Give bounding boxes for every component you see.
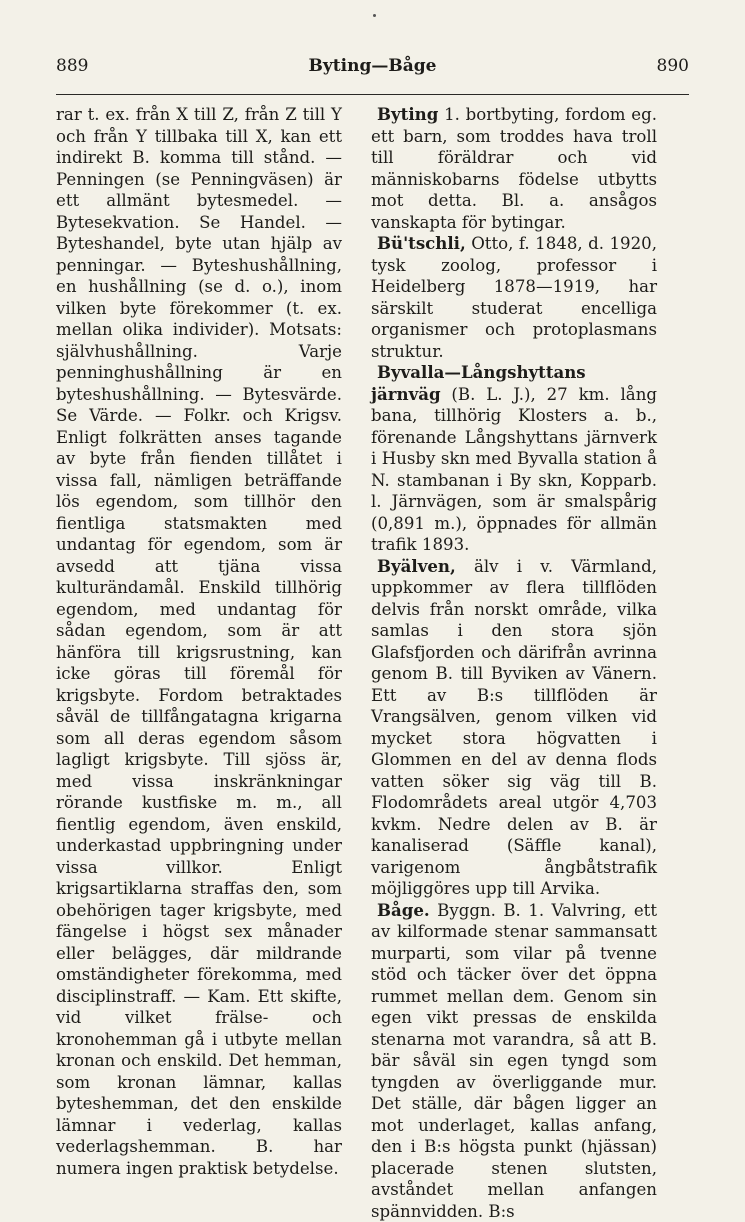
left-column — [56, 104, 342, 1179]
entry-byalven — [371, 556, 657, 900]
entry-byvalla-langshyttans — [371, 362, 657, 556]
entry-headword: Båge. — [377, 900, 430, 920]
left-column-text: rar t. ex. från X till Z, från Z till Y och från Y tillbaka till X, kan ett indirekt B. komma till stånd. — Penningen (se Penningväsen) är ett allmänt bytesmedel. — Bytesekvation. Se Handel. — Byteshandel, byte utan hjälp av penningar. — Byteshushållning, en hushållning (se d. o.), inom vilken byte förekommer (t. ex. mellan olika individer). Motsats: självhushållning. Varje penninghushållning är en byteshushållning. — Bytesvärde. Se Värde. — Folkr. och Krigsv. Enligt folkrätten anses tagande av byte från fienden tillåtet i vissa fall, nämligen beträffande lös egendom, som tillhör den fientliga statsmakten med undantag för egendom, som är avsedd att tjäna vissa kulturändamål. Enskild tillhörig egendom, med undantag för sådan egendom, som är att hänföra till krigsrustning, kan icke göras till föremål för krigsbyte. Fordom betraktades såväl de tillfångatagna krigarna som all deras egendom såsom lagligt krigsbyte. Till sjöss är, med vissa inskränkningar rörande kustfiske m. m., all fientlig egendom, även enskild, underkastad uppbringning under vissa villkor. Enligt krigsartiklarna straffas den, som obehörigen tager krigsbyte, med fängelse i högst sex månader eller belägges, där mildrande omständigheter förekomma, med disciplinstraff. — Kam. Ett skifte, vid vilket frälse- och kronohemman gå i utbyte mellan kronan och enskild. Det hemman, som kronan lämnar, kallas byteshemman, det den enskilde lämnar i vederlag, kallas vederlagshemman. B. har numera ingen praktisk betydelse. — [56, 104, 342, 1179]
entry-bage — [371, 900, 657, 1222]
entry-text: Otto, f. 1848, d. 1920, tysk zoolog, professor i Heidelberg 1878—1919, har särskilt studerat encelliga organismer och protoplasmans struktur. — [371, 234, 657, 361]
entry-headword: Bü'tschli, — [377, 233, 466, 253]
entry-headword: Byting — [377, 104, 438, 124]
entry-text: Byggn. B. 1. Valvring, ett av kilformade stenar sammansatt murparti, som vilar på tvenne stöd och täcker över det öppna rummet mellan dem. Genom sin egen vikt pressas de enskilda stenarna mot varandra, så att B. bär såväl sin egen tyngd som tyngden av överliggande mur. Det ställe, där bågen ligger an mot underlaget, kallas anfang, den i B:s högsta punkt (hjässan) placerade stenen slutsten, avståndet mellan anfangen spännvidden. B:s — [371, 901, 657, 1221]
entry-headword: Byälven, — [377, 556, 456, 576]
left-page-number: 889 — [56, 56, 88, 76]
entry-headword: Byvalla—Långshyttans järnväg — [371, 362, 586, 404]
entry-byting — [371, 104, 657, 233]
right-page-number: 890 — [657, 56, 689, 76]
page-title: Byting—Båge — [56, 56, 689, 76]
print-speck — [373, 14, 376, 17]
entry-text: älv i v. Värmland, uppkommer av flera tillflöden delvis från norskt område, vilka samlas i den stora sjön Glafsfjorden och därifrån avrinna genom B. till Byviken av Vänern. Ett av B:s tillflöden är Vrangsälven, genom vilken vid mycket stora högvatten i Glommen en del av denna flods vatten söker sig väg till B. Flodområdets areal utgör 4,703 kvkm. Nedre delen av B. är kanaliserad (Säffle kanal), varigenom ångbåtstrafik möjliggöres upp till Arvika. — [371, 557, 657, 899]
entry-butschli — [371, 233, 657, 362]
entry-text: (B. L. J.), 27 km. lång bana, tillhörig Klosters a. b., förenande Långshyttans järnverk i Husby skn med Byvalla station å N. stambanan i By skn, Kopparb. l. Järnvägen, som är smalspårig (0,891 m.), öppnades för allmän trafik 1893. — [371, 385, 657, 555]
right-column — [371, 104, 657, 1222]
entry-text: 1. bortbyting, fordom eg. ett barn, som troddes hava troll till föräldrar och vid människobarns födelse utbytts mot detta. Bl. a. ansågos vanskapta för bytingar. — [371, 105, 657, 232]
running-header — [56, 54, 689, 95]
